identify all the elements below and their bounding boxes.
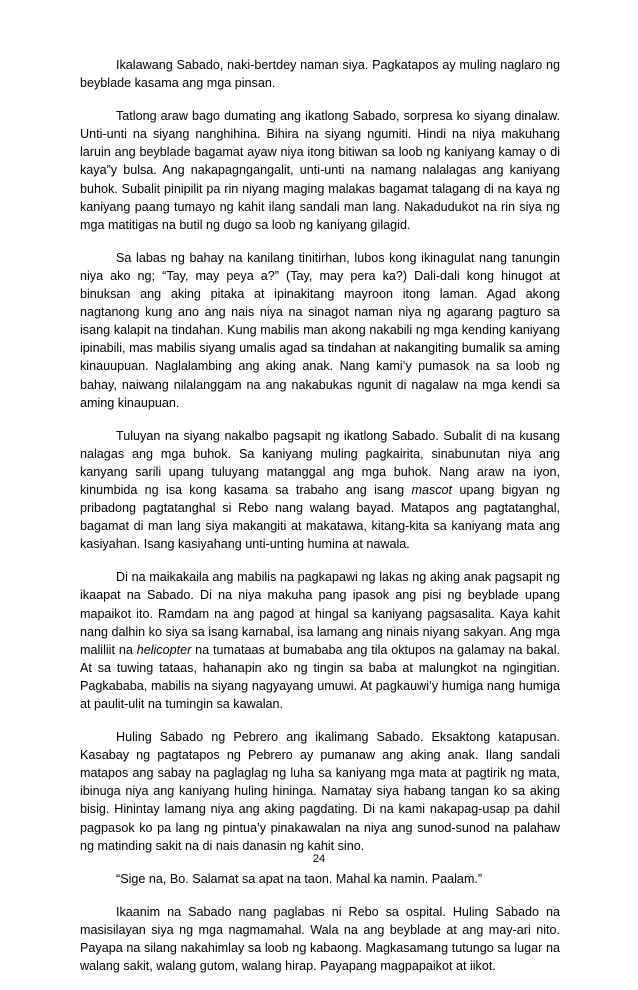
- italic-text: mascot: [411, 482, 453, 497]
- text-segment: “Sige na, Bo. Salamat sa apat na taon. Mahal ka namin. Paalam.”: [116, 871, 483, 886]
- text-segment: Ikalawang Sabado, naki-bertdey naman siya. Pagkatapos ay muling naglaro ng beyblade kasama ang mga pinsan.: [80, 58, 560, 91]
- text-segment: Sa labas ng bahay na kanilang tinitirhan, lubos kong ikinagulat nang tanungin niya ako ng; “Tay, may peya a?” (Tay, may pera ka?) Dali-dali kong hinugot at binuksan ang aking pitaka at ipinakitang mayroon itong laman. Agad akong nagtanong kung ano ang nais niya na sinagot naman niya ng agarang pagturo sa isang kalapit na tindahan. Kung mabilis man akong nakabili ng mga kending kaniyang ipinabili, mas mabilis siyang umalis agad sa tindahan at nakangiting bumalik sa aming kinauupuan. Naglalambing ang aking anak. Nang kami’y pumasok na sa loob ng bahay, naiwang nilalanggam na ang nakabukas ngunit di nagalaw na mga kendi sa aming kinaupuan.: [80, 250, 560, 410]
- paragraph: [80, 870, 560, 888]
- text-segment: Di na maikakaila ang mabilis na pagkapawi ng lakas ng aking anak pagsapit ng ikaapat na Sabado. Di na niya makuha pang ipasok ang pisi ng beyblade upang mapaikot ito. Ramdam na ang pagod at hingal sa kaniyang pagsasalita. Kaya kahit nang dalhin ko siya sa isang karnabal, isa lamang ang ninais niyang sakyan. Ang mga maliliit na: [80, 570, 560, 657]
- text-segment: Tatlong araw bago dumating ang ikatlong Sabado, sorpresa ko siyang dinalaw. Unti-unti na siyang nanghihina. Bihira na siyang ngumiti. Hindi na niya makuhang laruin ang beyblade bagamat ayaw niya itong bitiwan sa loob ng kaniyang kamay o di kaya”y bulsa. Ang nakapagngangalit, unti-unti na namang nalalagas ang kaniyang buhok. Subalit pinipilit pa rin niyang maging malakas bagamat talagang di na kaya ng kaniyang paang tumayo ng kahit ilang sandali man lang. Nakadudukot na rin siya ng mga matitigas na butil ng dugo sa loob ng kaniyang gilagid.: [80, 109, 560, 232]
- page-number: 24: [312, 853, 326, 865]
- body-text: [80, 56, 560, 990]
- text-segment: na tumataas at bumababa ang tila oktupos na galamay na bakal. At sa tuwing tataas, hahanapin ako ng tingin sa baba at malungkot na ngingitian. Pagkababa, mabilis na siyang nagyayang umuwi. At pagkauwi’y humiga nang humiga at paulit-ulit na tumingin sa kawalan.: [80, 642, 560, 711]
- paragraph: [80, 903, 560, 975]
- text-segment: Ikaanim na Sabado nang paglabas ni Rebo sa ospital. Huling Sabado na masisilayan siya ng mga nagmamahal. Wala na ang beyblade at ang may-ari nito. Payapa na silang nakahimlay sa loob ng kabaong. Magkasamang tutungo sa lugar na walang sakit, walang gutom, walang hirap. Payapang magpapaikot at iikot.: [80, 904, 560, 974]
- text-segment: Tuluyan na siyang nakalbo pagsapit ng ikatlong Sabado. Subalit di na kusang nalagas ang mga buhok. Sa kaniyang muling pagkairita, sinabunutan niya ang kanyang sarili upang tuluyang matanggal ang mga buhok. Nang araw na iyon, kinumbida ng isa kong kasama sa trabaho ang isang: [80, 428, 560, 497]
- text-segment: Huling Sabado ng Pebrero ang ikalimang Sabado. Eksaktong katapusan. Kasabay ng pagtatapos ng Pebrero ay pumanaw ang aking anak. Ilang sandali matapos ang sabay na paglaglag ng luha sa kaniyang mga mata at pagtirik ng mata, ibinuga niya ang kaniyang huling hininga. Namatay siya habang tangan ko sa aking bisig. Hinintay lamang niya ang aking pagdating. Di na kami nakapag-usap pa dahil pagpasok ko pa lang ng pintua’y pinakawalan na niya ang sunod-sunod na palahaw ng matinding sakit na di nais danasin ng kahit sino.: [80, 730, 560, 853]
- paragraph: [80, 427, 560, 554]
- paragraph: [80, 107, 560, 234]
- paragraph: [80, 56, 560, 92]
- paragraph: [80, 728, 560, 855]
- paragraph: [80, 568, 560, 713]
- text-segment: upang bigyan ng pribadong pagtatanghal si Rebo nang walang bayad. Matapos ang pagtatanghal, bagamat di man lang siya makangiti at makatawa, kitang-kita sa kaniyang mata ang kasiyahan. Isang kasiyahang unti-unting humina at nawala.: [80, 482, 561, 552]
- italic-text: helicopter: [136, 642, 192, 657]
- paragraph: [80, 249, 560, 412]
